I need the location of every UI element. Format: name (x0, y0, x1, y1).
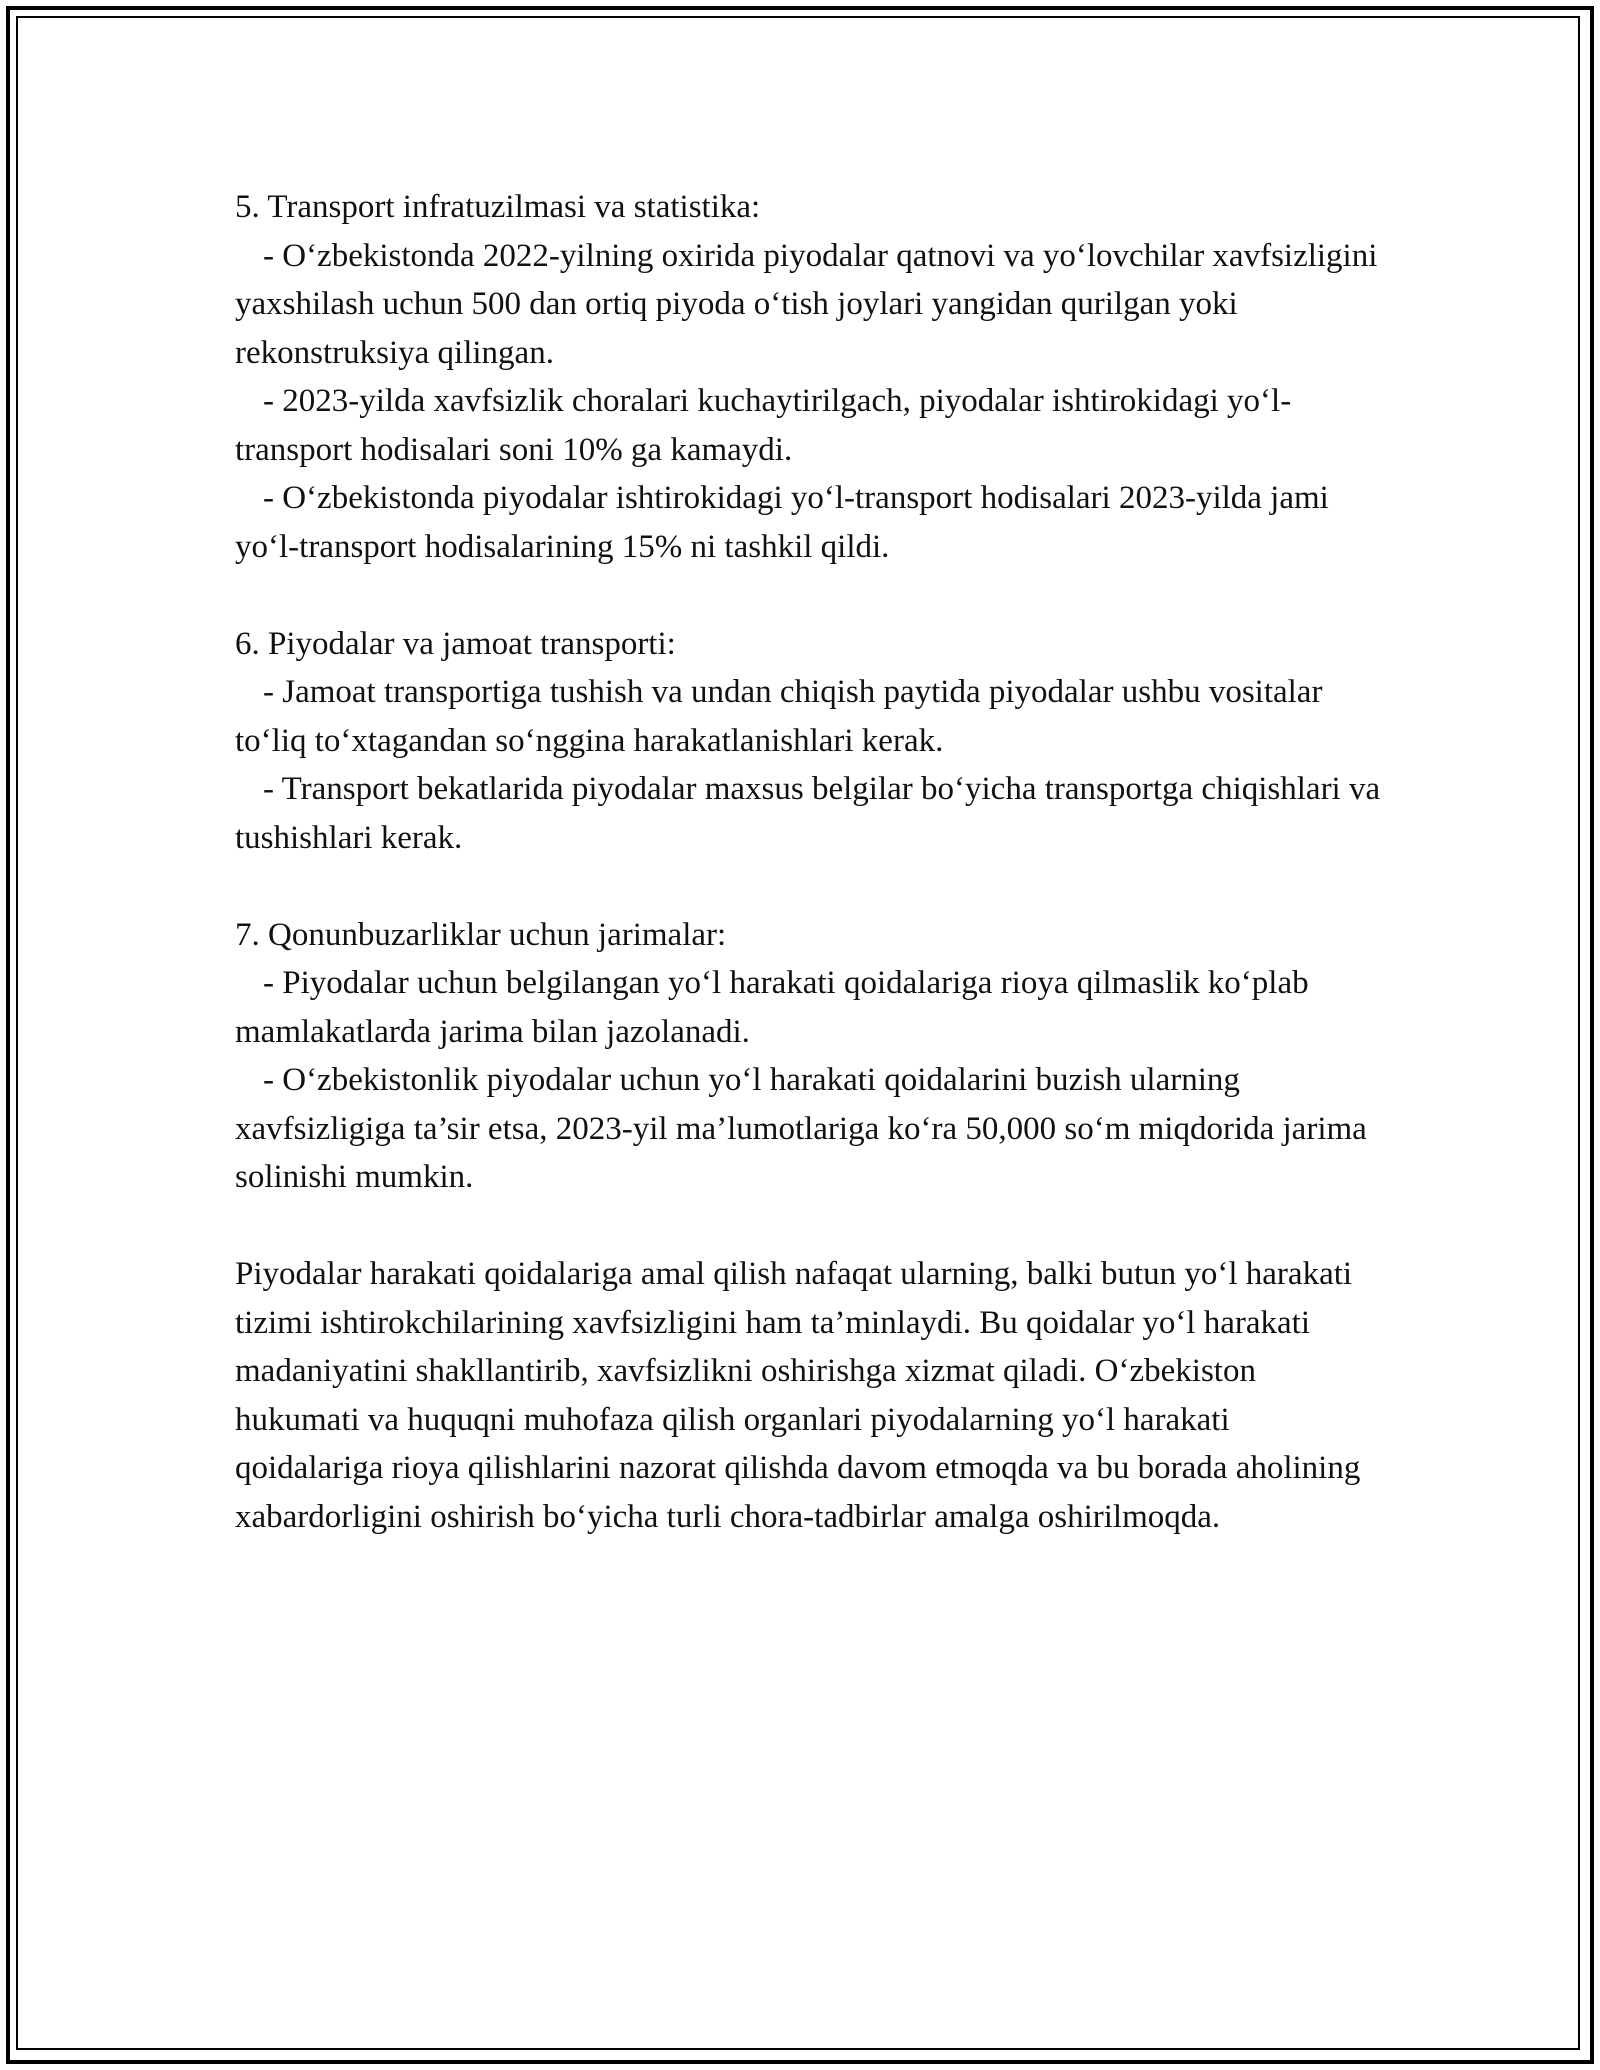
section-fines (235, 911, 1385, 1202)
document-body (235, 183, 1385, 1541)
bullet-item: - O‘zbekistonda 2022-yilning oxirida piyodalar qatnovi va yo‘lovchilar xavfsizligini yaxshilash uchun 500 dan ortiq piyoda o‘tish joylari yangidan qurilgan yoki rekonstruksiya qilingan. (235, 237, 1378, 371)
closing-paragraph: Piyodalar harakati qoidalariga amal qilish nafaqat ularning, balki butun yo‘l harakati tizimi ishtirokchilarining xavfsizligini ham ta’minlaydi. Bu qoidalar yo‘l harakati madaniyatini shakllantirib, xavfsizlikni oshirishga xizmat qiladi. O‘zbekiston hukumati va huquqni muhofaza qilish organlari piyodalarning yo‘l harakati qoidalariga rioya qilishlarini nazorat qilishda davom etmoqda va bu borada aholining xabardorligini oshirish bo‘yicha turli chora-tadbirlar amalga oshirilmoqda. (235, 1256, 1361, 1535)
section-public-transport (235, 620, 1385, 863)
bullet-item: - Transport bekatlarida piyodalar maxsus belgilar bo‘yicha transportga chiqishlari va tushishlari kerak. (235, 771, 1381, 856)
section-heading: 6. Piyodalar va jamoat transporti: (235, 625, 676, 662)
bullet-item: - O‘zbekistonlik piyodalar uchun yo‘l harakati qoidalarini buzish ularning xavfsizligiga ta’sir etsa, 2023-yil ma’lumotlariga ko‘ra 50,000 so‘m miqdorida jarima solinishi mumkin. (235, 1062, 1367, 1195)
section-heading: 5. Transport infratuzilmasi va statistika: (235, 189, 761, 225)
bullet-item: - Piyodalar uchun belgilangan yo‘l harakati qoidalariga rioya qilmaslik ko‘plab mamlakatlarda jarima bilan jazolanadi. (235, 965, 1309, 1050)
bullet-item: - 2023-yilda xavfsizlik choralari kuchaytirilgach, piyodalar ishtirokidagi yo‘l-transport hodisalari soni 10% ga kamaydi. (235, 383, 1292, 468)
section-heading: 7. Qonunbuzarliklar uchun jarimalar: (235, 916, 727, 953)
bullet-item: - Jamoat transportiga tushish va undan chiqish paytida piyodalar ushbu vositalar to‘liq to‘xtagandan so‘nggina harakatlanishlari kerak. (235, 674, 1323, 759)
section-transport-infrastructure (235, 183, 1385, 571)
bullet-item: - O‘zbekistonda piyodalar ishtirokidagi yo‘l-transport hodisalari 2023-yilda jami yo‘l-transport hodisalarining 15% ni tashkil qildi. (235, 480, 1329, 565)
